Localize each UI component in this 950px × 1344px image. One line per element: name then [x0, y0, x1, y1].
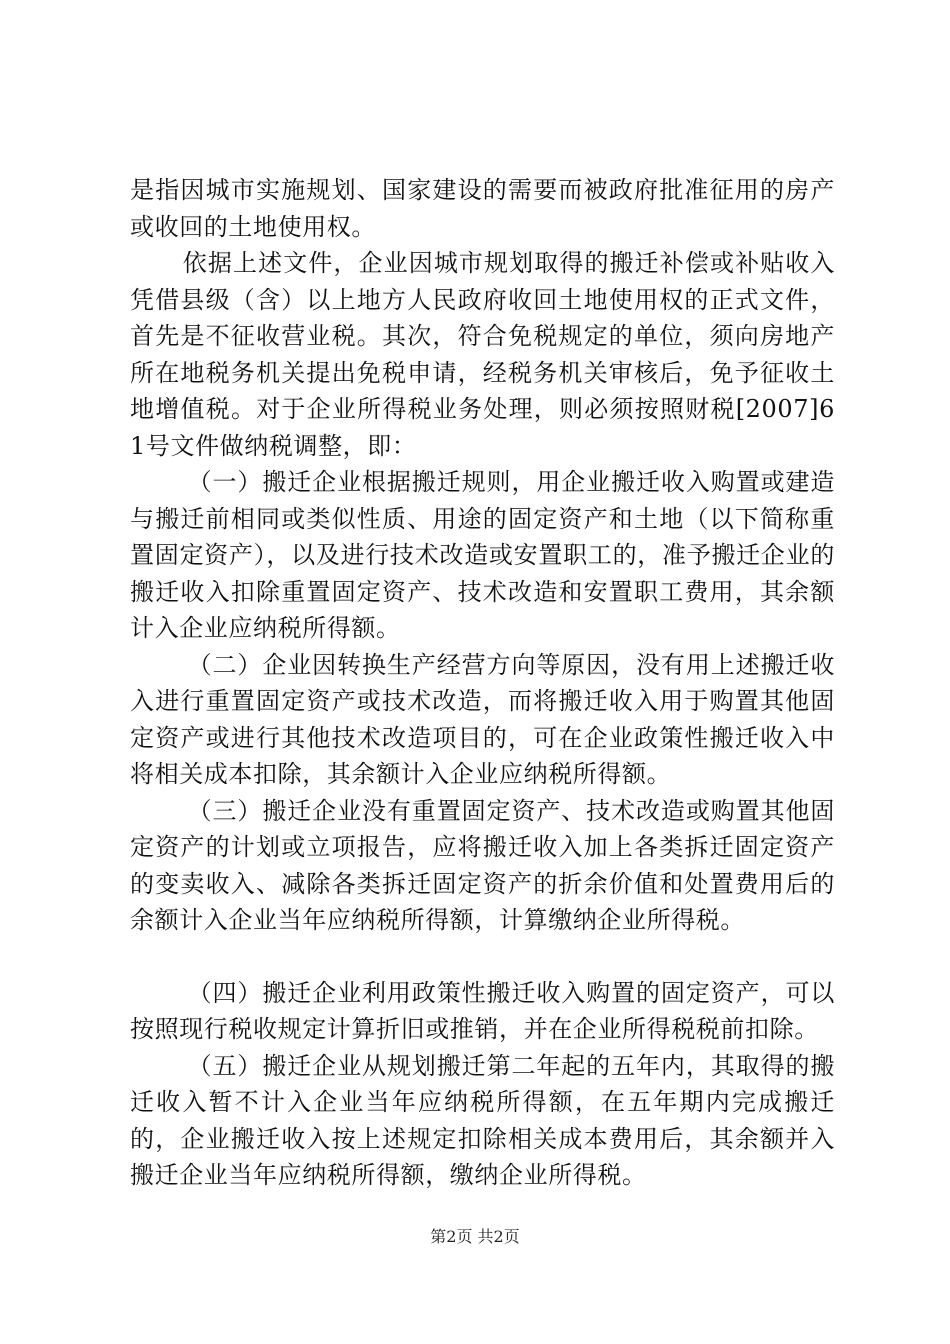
paragraph-gap	[130, 939, 835, 975]
paragraph-item-3: （三）搬迁企业没有重置固定资产、技术改造或购置其他固定资产的计划或立项报告，应将搬迁收入加上各类拆迁固定资产的变卖收入、减除各类拆迁固定资产的折余价值和处置费用后的余额计入企业当年应纳税所得额，计算缴纳企业所得税。	[130, 796, 835, 934]
paragraph-item-5: （五）搬迁企业从规划搬迁第二年起的五年内，其取得的搬迁收入暂不计入企业当年应纳税所得额，在五年期内完成搬迁的，企业搬迁收入按上述规定扣除相关成本费用后，其余额并入搬迁企业当年应纳税所得额，缴纳企业所得税。	[130, 1051, 835, 1189]
paragraph-item-1: （一）搬迁企业根据搬迁规则，用企业搬迁收入购置或建造与搬迁前相同或类似性质、用途的固定资产和土地（以下简称重置固定资产），以及进行技术改造或安置职工的，准予搬迁企业的搬迁收入扣除重置固定资产、技术改造和安置职工费用，其余额计入企业应纳税所得额。	[130, 468, 835, 642]
paragraph-basis: 依据上述文件，企业因城市规划取得的搬迁补偿或补贴收入凭借县级（含）以上地方人民政府收回土地使用权的正式文件，首先是不征收营业税。其次，符合免税规定的单位，须向房地产所在地税务机关提出免税申请，经税务机关审核后，免予征收土地增值税。对于企业所得税业务处理，则必须按照财税[2007]61号文件做纳税调整，即：	[130, 249, 835, 460]
page-footer: 第2页 共2页	[430, 1227, 520, 1246]
paragraph-continuation: 是指因城市实施规划、国家建设的需要而被政府批准征用的房产或收回的土地使用权。	[130, 176, 835, 241]
paragraph-item-4: （四）搬迁企业利用政策性搬迁收入购置的固定资产，可以按照现行税收规定计算折旧或推销，并在企业所得税税前扣除。	[130, 978, 835, 1043]
paragraph-item-2: （二）企业因转换生产经营方向等原因，没有用上述搬迁收入进行重置固定资产或技术改造，而将搬迁收入用于购置其他固定资产或进行其他技术改造项目的，可在企业政策性搬迁收入中将相关成本扣除，其余额计入企业应纳税所得额。	[130, 650, 835, 788]
document-body	[130, 172, 835, 1194]
